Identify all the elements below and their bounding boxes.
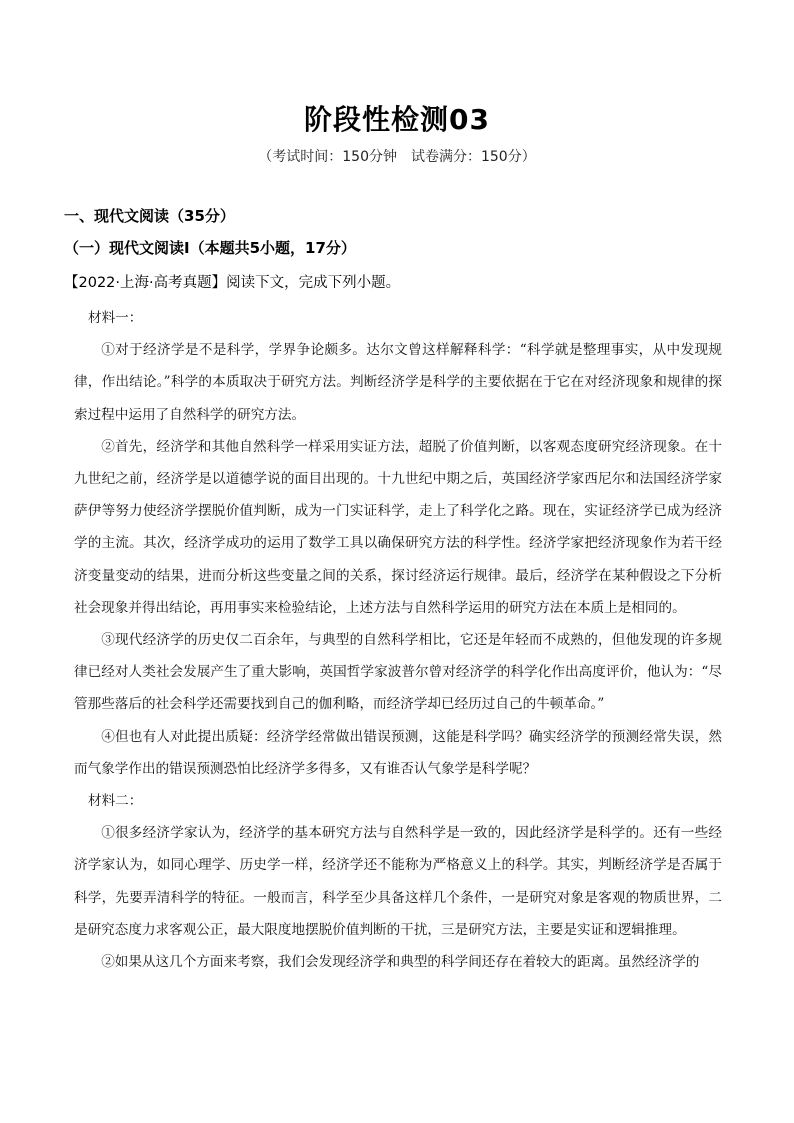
material-1-paragraph: ①对于经济学是不是科学，学界争论颇多。达尔文曾这样解释科学：“科学就是整理事实，从中发现规律，作出结论。”科学的本质取决于研究方法。判断经济学是科学的主要依据在于它在对经济现象和规律的探索过程中运用了自然科学的研究方法。 <box>74 342 722 423</box>
question-intro: 【2022·上海·高考真题】阅读下文，完成下列小题。 <box>64 275 401 291</box>
material-2-paragraph: ②如果从这几个方面来考察，我们会发现经济学和典型的科学间还存在着较大的距离。虽然经济学的 <box>101 954 700 971</box>
material-2-label: 材料二： <box>88 793 143 810</box>
material-1-label: 材料一： <box>88 310 143 326</box>
reading-passage <box>74 302 722 978</box>
material-1-paragraph: ②首先，经济学和其他自然科学一样采用实证方法，超脱了价值判断，以客观态度研究经济现象。在十九世纪之前，经济学是以道德学说的面目出现的。十九世纪中期之后，英国经济学家西尼尔和法国经济学家萨伊等努力使经济学摆脱价值判断，成为一门实证科学，走上了科学化之路。现在，实证经济学已成为经济学的主流。其次，经济学成功的运用了数学工具以确保研究方法的科学性。经济学家把经济现象作为若干经济变量变动的结果，进而分析这些变量之间的关系，探讨经济运行规律。最后，经济学在某种假设之下分析社会现象并得出结论，再用事实来检验结论，上述方法与自然科学运用的研究方法在本质上是相同的。 <box>74 438 722 616</box>
page-title: 阶段性检测03 <box>304 103 490 136</box>
subsection-heading: （一）现代文阅读Ⅰ（本题共5小题，17分） <box>64 239 356 257</box>
material-1-paragraph: ④但也有人对此提出质疑：经济学经常做出错误预测，这能是科学吗？确实经济学的预测经常失误，然而气象学作出的错误预测恐怕比经济学多得多，又有谁否认气象学是科学呢？ <box>74 728 722 777</box>
material-2-paragraph: ①很多经济学家认为，经济学的基本研究方法与自然科学是一致的，因此经济学是科学的。还有一些经济学家认为，如同心理学、历史学一样，经济学还不能称为严格意义上的科学。其实，判断经济学是否属于科学，先要弄清科学的特征。一般而言，科学至少具备这样几个条件，一是研究对象是客观的物质世界，二是研究态度力求客观公正，最大限度地摆脱价值判断的干扰，三是研究方法，主要是实证和逻辑推理。 <box>74 825 722 938</box>
exam-info: （考试时间：150分钟 试卷满分：150分） <box>258 149 536 165</box>
section-heading: 一、现代文阅读（35分） <box>64 207 235 225</box>
material-1-paragraph: ③现代经济学的历史仅二百余年，与典型的自然科学相比，它还是年轻而不成熟的，但他发现的许多规律已经对人类社会发展产生了重大影响，英国哲学家波普尔曾对经济学的科学化作出高度评价，他认为：“尽管那些落后的社会科学还需要找到自己的伽利略，而经济学却已经历过自己的牛顿革命。” <box>74 632 722 713</box>
